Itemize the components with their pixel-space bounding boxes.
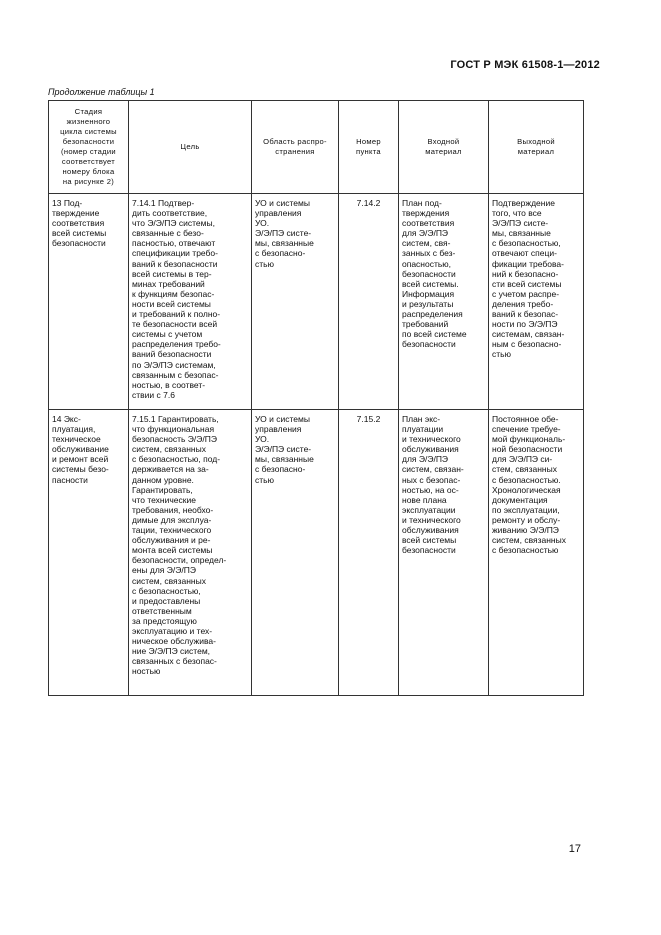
cell-input: План под- тверждения соответствия для Э/Э/ПЭ систем, свя- занных с без- опасностью, безопасности всей системы. Информация и результаты распределения требований по всей системе безопасности [399,194,489,410]
cell-stage: 13 Под- тверждение соответствия всей системы безопасности [49,194,129,410]
cell-stage: 14 Экс- плуатация, техническое обслуживание и ремонт всей системы безо- пасности [49,410,129,696]
cell-goal: 7.14.1 Подтвер- дить соответствие, что Э/Э/ПЭ системы, связанные с безо- пасностью, отвечают спецификации требо- ваний к безопасности всей системы в тер- минах требований к функциям безопас- ности всей системы и требований к полно- те безопасности всей системы с учетом распределения требо- ваний безопасности по Э/Э/ПЭ системам, связанным с безопас- ностью, в соответ- ствии с 7.6 [129,194,252,410]
table-row [49,194,584,410]
cell-input: План экс- плуатации и технического обслуживания для Э/Э/ПЭ систем, связан- ных с безопас- ностью, на ос- нове плана эксплуатации и технического обслуживания всей системы безопасности [399,410,489,696]
page-number: 17 [568,843,581,855]
header-clause: Номер пункта [339,101,399,194]
cell-clause: 7.14.2 [339,194,399,410]
cell-goal: 7.15.1 Гарантировать, что функциональная безопасность Э/Э/ПЭ систем, связанных с безопасностью, под- держивается на за- данном уровне. Гарантировать, что технические требования, необхо- димые для эксплуа- тации, технического обслуживания и ре- монта всей системы безопасности, определ- ены для Э/Э/ПЭ систем, связанных с безопасностью, и предоставлены ответственным за предстоящую эксплуатацию и тех- ническое обслужива- ние Э/Э/ПЭ систем, связанных с безопас- ностью [129,410,252,696]
cell-output: Подтверждение того, что все Э/Э/ПЭ систе- мы, связанные с безопасностью, отвечают специ- фикации требова- ний к безопасно- сти всей системы с учетом распре- деления требо- ваний к безопас- ности по Э/Э/ПЭ системам, связан- ным с безопасно- стью [489,194,584,410]
cell-clause: 7.15.2 [339,410,399,696]
document-header: ГОСТ Р МЭК 61508-1—2012 [450,59,600,71]
header-input: Входной материал [399,101,489,194]
cell-scope: УО и системы управления УО. Э/Э/ПЭ систе- мы, связанные с безопасно- стью [252,194,339,410]
table-header-row [49,101,584,194]
cell-output: Постоянное обе- спечение требуе- мой функциональ- ной безопасности для Э/Э/ПЭ си- стем, связанных с безопасностью. Хронологическая документация по эксплуатации, ремонту и обслу- живанию Э/Э/ПЭ систем, связанных с безопасностью [489,410,584,696]
header-scope: Область распро- странения [252,101,339,194]
header-goal: Цель [129,101,252,194]
cell-scope: УО и системы управления УО. Э/Э/ПЭ систе- мы, связанные с безопасно- стью [252,410,339,696]
table-caption: Продолжение таблицы 1 [48,87,155,97]
header-output: Выходной материал [489,101,584,194]
header-stage: Стадия жизненного цикла системы безопасности (номер стадии соответствует номеру блока на рисунке 2) [49,101,129,194]
table-row [49,410,584,696]
lifecycle-table [48,100,584,696]
